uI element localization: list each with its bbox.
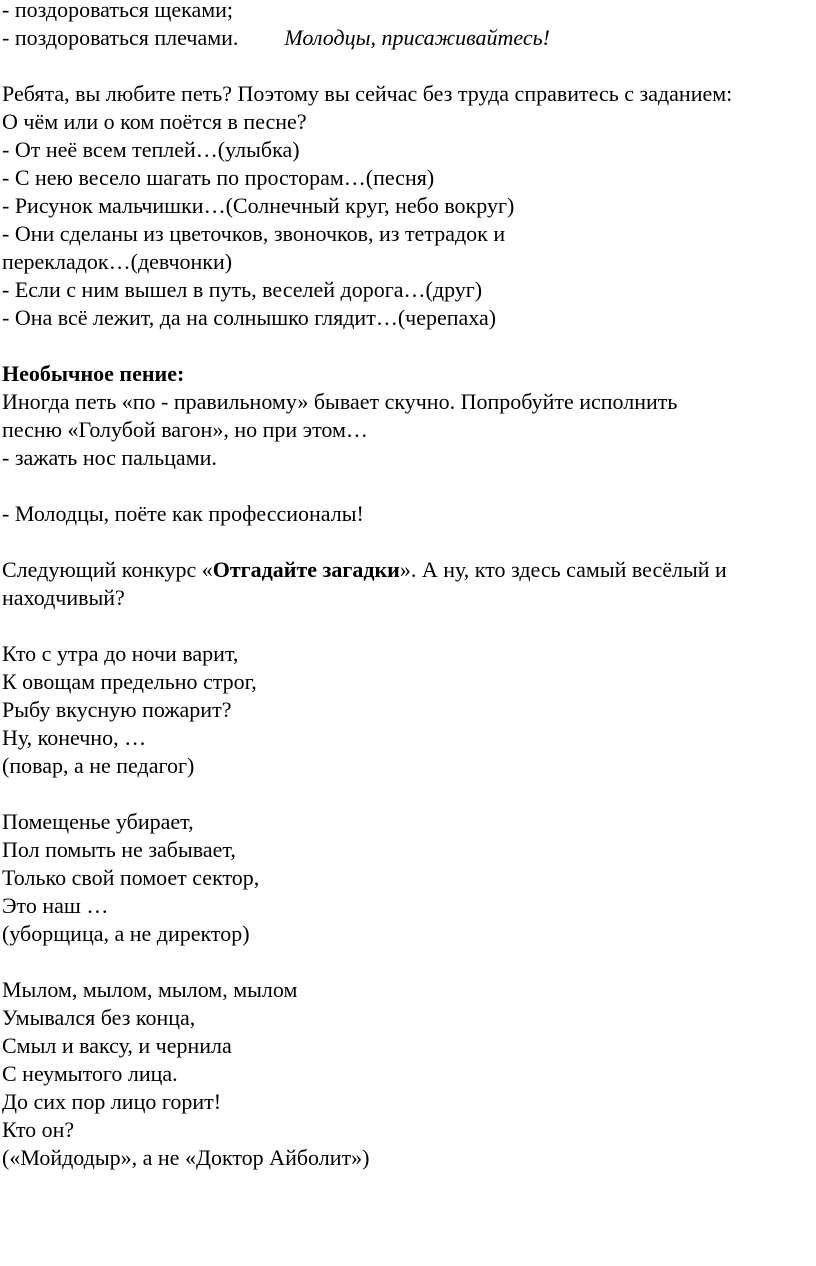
- unusual-singing-text-2: песню «Голубой вагон», но при этом…: [2, 417, 368, 442]
- unusual-singing-heading: Необычное пение:: [2, 361, 185, 386]
- greeting-line-shoulders: [2, 24, 814, 52]
- riddle-line: Кто с утра до ночи варит,: [2, 641, 239, 666]
- song-item: - Она всё лежит, да на солнышко глядит…(черепаха): [2, 305, 497, 330]
- document-page: [2, 0, 814, 1172]
- riddle-line: Смыл и ваксу, и чернила: [2, 1033, 232, 1058]
- riddle-cleaner: [2, 808, 814, 948]
- riddle-line: Помещенье убирает,: [2, 809, 194, 834]
- riddle-answer: («Мойдодыр», а не «Доктор Айболит»): [2, 1145, 370, 1170]
- riddle-moidodyr: [2, 976, 814, 1172]
- riddles-intro-line-1: [2, 556, 814, 584]
- riddle-line: Умывался без конца,: [2, 1005, 196, 1030]
- riddle-line: Пол помыть не забывает,: [2, 837, 236, 862]
- praise-sit-down: Молодцы, присаживайтесь!: [284, 25, 550, 50]
- greeting-line-cheeks: - поздороваться щеками;: [2, 0, 234, 22]
- song-item: - Если с ним вышел в путь, веселей дорога…(друг): [2, 277, 483, 302]
- riddle-line: До сих пор лицо горит!: [2, 1089, 222, 1114]
- riddles-intro-before: Следующий конкурс «: [2, 557, 213, 582]
- riddle-line: Рыбу вкусную пожарит?: [2, 697, 232, 722]
- riddles-contest-name: Отгадайте загадки: [212, 557, 400, 582]
- songs-intro-line-2: О чём или о ком поётся в песне?: [2, 109, 307, 134]
- song-item: перекладок…(девчонки): [2, 249, 233, 274]
- riddle-line: Ну, конечно, …: [2, 725, 147, 750]
- song-item: - Они сделаны из цветочков, звоночков, из тетрадок и: [2, 221, 506, 246]
- unusual-singing-item: - зажать нос пальцами.: [2, 445, 217, 470]
- riddle-answer: (повар, а не педагог): [2, 753, 195, 778]
- riddle-line: Мылом, мылом, мылом, мылом: [2, 977, 298, 1002]
- riddle-cook: [2, 640, 814, 780]
- riddles-intro-line-2: находчивый?: [2, 585, 125, 610]
- riddle-line: К овощам предельно строг,: [2, 669, 257, 694]
- unusual-singing-text-1: Иногда петь «по - правильному» бывает скучно. Попробуйте исполнить: [2, 389, 678, 414]
- unusual-singing-praise: - Молодцы, поёте как профессионалы!: [2, 501, 364, 526]
- song-item: - С нею весело шагать по просторам…(песня): [2, 165, 435, 190]
- riddle-line: Кто он?: [2, 1117, 75, 1142]
- riddle-line: Это наш …: [2, 893, 109, 918]
- riddle-line: С неумытого лица.: [2, 1061, 178, 1086]
- song-item: - От неё всем теплей…(улыбка): [2, 137, 300, 162]
- riddle-answer: (уборщица, а не директор): [2, 921, 250, 946]
- greeting-shoulders-text: - поздороваться плечами.: [2, 25, 239, 50]
- song-item: - Рисунок мальчишки…(Солнечный круг, небо вокруг): [2, 193, 515, 218]
- riddle-line: Только свой помоет сектор,: [2, 865, 260, 890]
- songs-intro-line-1: Ребята, вы любите петь? Поэтому вы сейчас без труда справитесь с заданием:: [2, 81, 733, 106]
- riddles-intro-after: ». А ну, кто здесь самый весёлый и: [399, 557, 727, 582]
